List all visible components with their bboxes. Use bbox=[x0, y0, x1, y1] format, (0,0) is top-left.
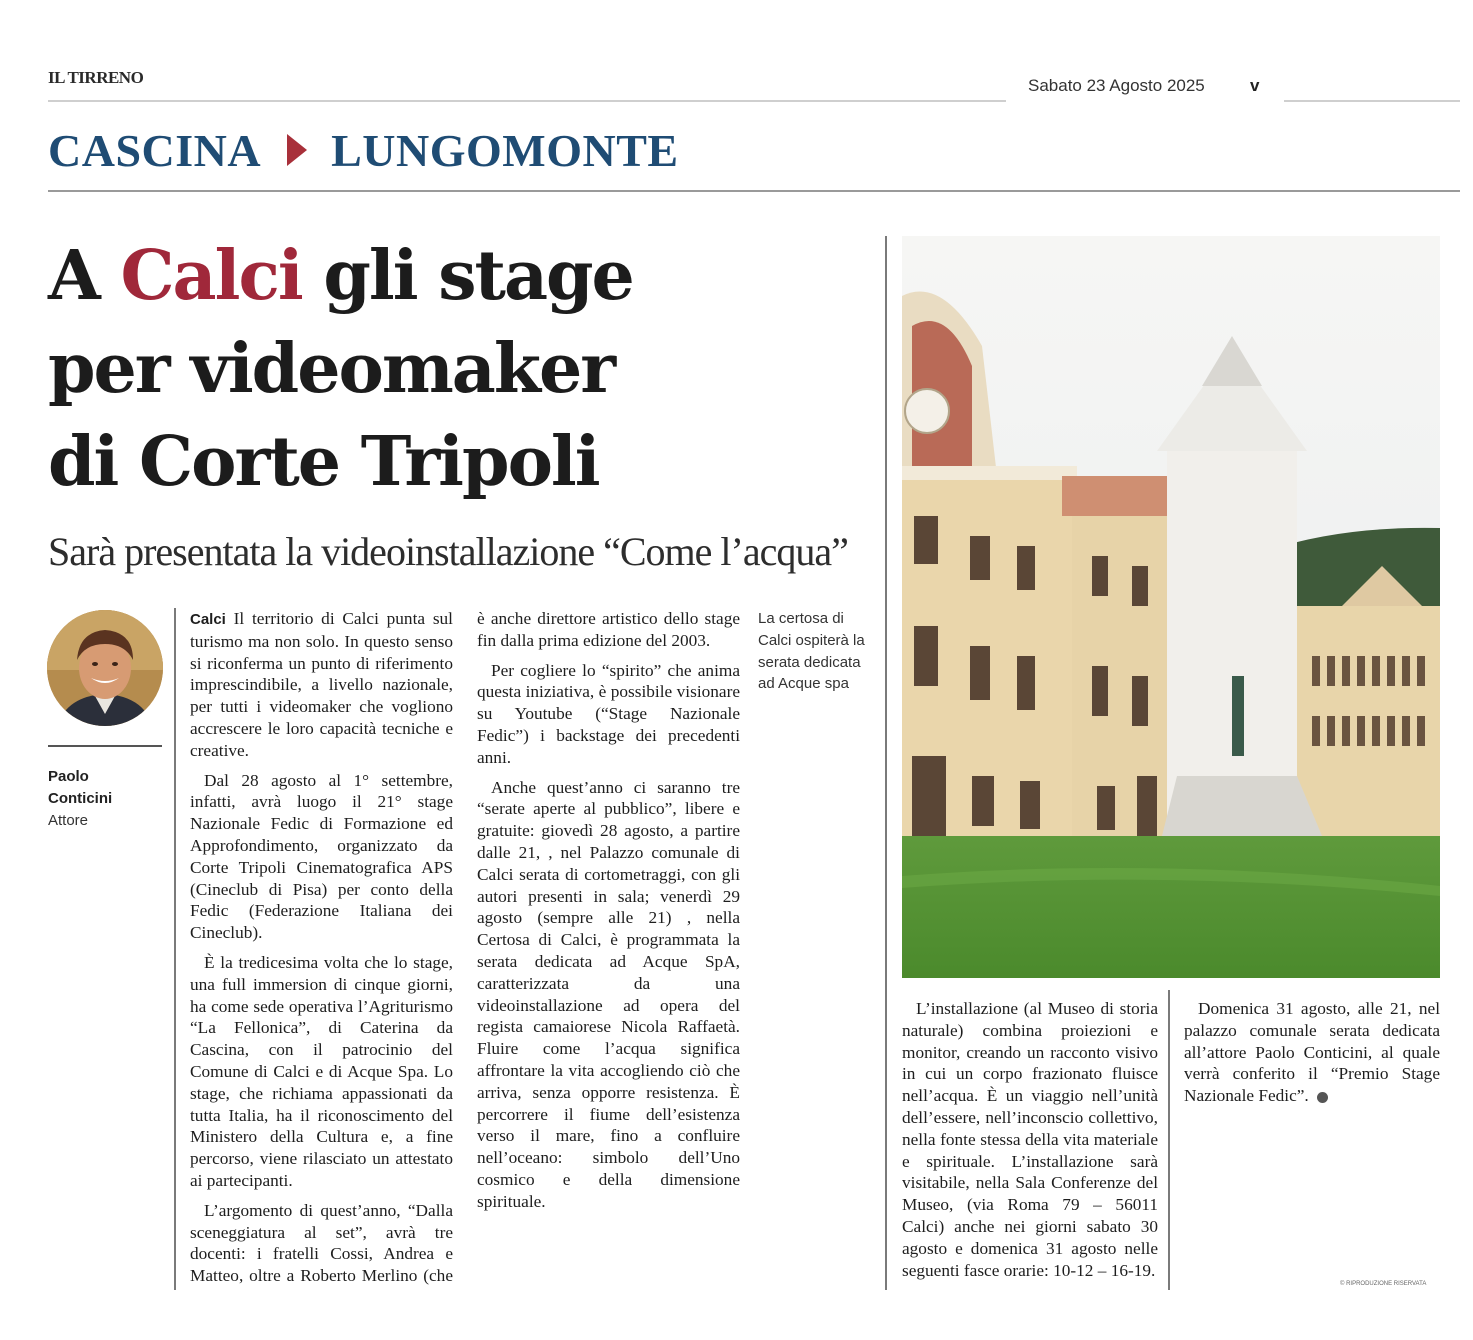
article-paragraph: L’installazione (al Museo di storia naturale) combina proiezioni e monitor, creando un racconto visivo in cui un corpo frazionato fluisce nell’acqua. È un viaggio nell’unità dell’essere, nell’inconscio collettivo, nella fonte stessa della vita materiale e spirituale. L’installazione sarà visitabile, nella Sala Conferenze del Museo, (via Roma 79 – 56011 Calci) anche nei giorni sabato 30 agosto e domenica 31 agosto nelle seguenti fasce orarie: 10-12 – 16-19. bbox=[902, 999, 1158, 1280]
headline-line3: di Corte Tripoli bbox=[48, 422, 599, 502]
article-body-part2 bbox=[902, 998, 1440, 1290]
article-body-part1 bbox=[190, 608, 740, 1292]
header-divider-right bbox=[1284, 100, 1460, 102]
section-title bbox=[48, 120, 679, 180]
article-paragraph: Per cogliere lo “spirito” che anima questa iniziativa, è possibile visionare su Youtube (“Stage Nazionale Fedic”) i backstage dei precedenti anni. bbox=[477, 660, 740, 767]
certosa-photo bbox=[902, 236, 1440, 978]
article-paragraph: Calci Il territorio di Calci punta sul turismo ma non solo. In questo senso si riconferma un punto di riferimento imprescindibile, a livello nazionale, per tutti i videomaker che vogliono accrescere le loro capacità tecniche e creative. bbox=[190, 609, 453, 760]
section-primary: CASCINA bbox=[48, 124, 262, 176]
masthead-logo: IL TIRRENO bbox=[48, 68, 144, 87]
article-lead: Calci bbox=[190, 611, 226, 628]
copyright-notice: © RIPRODUZIONE RISERVATA bbox=[1340, 1281, 1427, 1287]
article-paragraph: È la tredicesima volta che lo stage, una full immersion di cinque giorni, ha come sede operativa l’Agriturismo “La Fellonica”, di Caterina da Cascina, con il patrocinio del Comune di Calci e di Acque Spa. Lo stage, che richiama appassionati da tutta Italia, ha il riconoscimento del Ministero della Cultura e, a fine percorso, viene rilasciato un attestato ai partecipanti. bbox=[190, 952, 453, 1190]
section-divider bbox=[48, 190, 1460, 192]
column-rule bbox=[174, 608, 176, 1290]
author-divider bbox=[48, 745, 162, 747]
author-name bbox=[48, 766, 112, 810]
article-headline bbox=[48, 230, 868, 509]
end-of-article-icon bbox=[1317, 1092, 1328, 1103]
author-role: Attore bbox=[48, 812, 89, 829]
author-avatar bbox=[47, 610, 163, 726]
section-secondary: LUNGOMONTE bbox=[331, 124, 679, 176]
headline-part2: gli stage bbox=[301, 236, 633, 316]
header-divider-left bbox=[48, 100, 1006, 102]
author-last-name: Conticini bbox=[48, 790, 113, 807]
headline-highlight: Calci bbox=[120, 236, 302, 316]
article-paragraph: Anche quest’anno ci saranno tre “serate aperte al pubblico”, libere e gratuite: giovedì 28 agosto, a partire dalle 21, , nel Palazzo comunale di Calci serata di cortometraggi, con gli autori presenti in sala; venerdì 29 agosto (sempre alle 21) , nella Certosa di Calci, è programmata la serata dedicata ad Acque SpA, caratterizzata da una videoinstallazione ad opera del regista camaiorese Nicola Raffaetà. Fluire come l’acqua significa affrontare la vita accogliendo ciò che arriva, senza opporre resistenza. È percorrere il fiume dell’esistenza verso il mare, fino a confluire nell’oceano: simbolo dell’Uno cosmico e della dimensione spirituale. bbox=[477, 777, 740, 1211]
article-paragraph: Dal 28 agosto al 1° settembre, infatti, avrà luogo il 21° stage Nazionale Fedic di Formazione ed Approfondimento, organizzato da Corte Tripoli Cinematografica APS (Cineclub di Pisa) per conto della Fedic (Federazione Italiana dei Cineclub). bbox=[190, 770, 453, 943]
column-rule bbox=[885, 236, 887, 1290]
headline-line2: per videomaker bbox=[48, 329, 615, 409]
article-paragraph: Domenica 31 agosto, alle 21, nel palazzo comunale serata dedicata all’attore Paolo Conticini, al quale verrà conferito il “Premio Stage Nazionale Fedic”. bbox=[1184, 999, 1440, 1106]
photo-caption: La certosa di Calci ospiterà la serata dedicata ad Acque spa bbox=[758, 610, 865, 693]
author-first-name: Paolo bbox=[48, 768, 89, 785]
article-paragraph: L’argomento di quest’anno, “Dalla sceneggiatura al set”, avrà tre docenti: i fratelli Cossi, Andrea e Matteo, oltre a Roberto Merlino (che è anche direttore artistico dello stage fin dalla prima edizione del 2003. bbox=[190, 609, 740, 1286]
section-arrow-icon bbox=[287, 134, 307, 166]
headline-part1: A bbox=[48, 236, 121, 316]
issue-date: Sabato 23 Agosto 2025 bbox=[1028, 76, 1205, 95]
article-subhead: Sarà presentata la videoinstallazione “Come l’acqua” bbox=[48, 529, 848, 574]
date-dropdown-chevron-icon[interactable]: v bbox=[1250, 76, 1260, 95]
